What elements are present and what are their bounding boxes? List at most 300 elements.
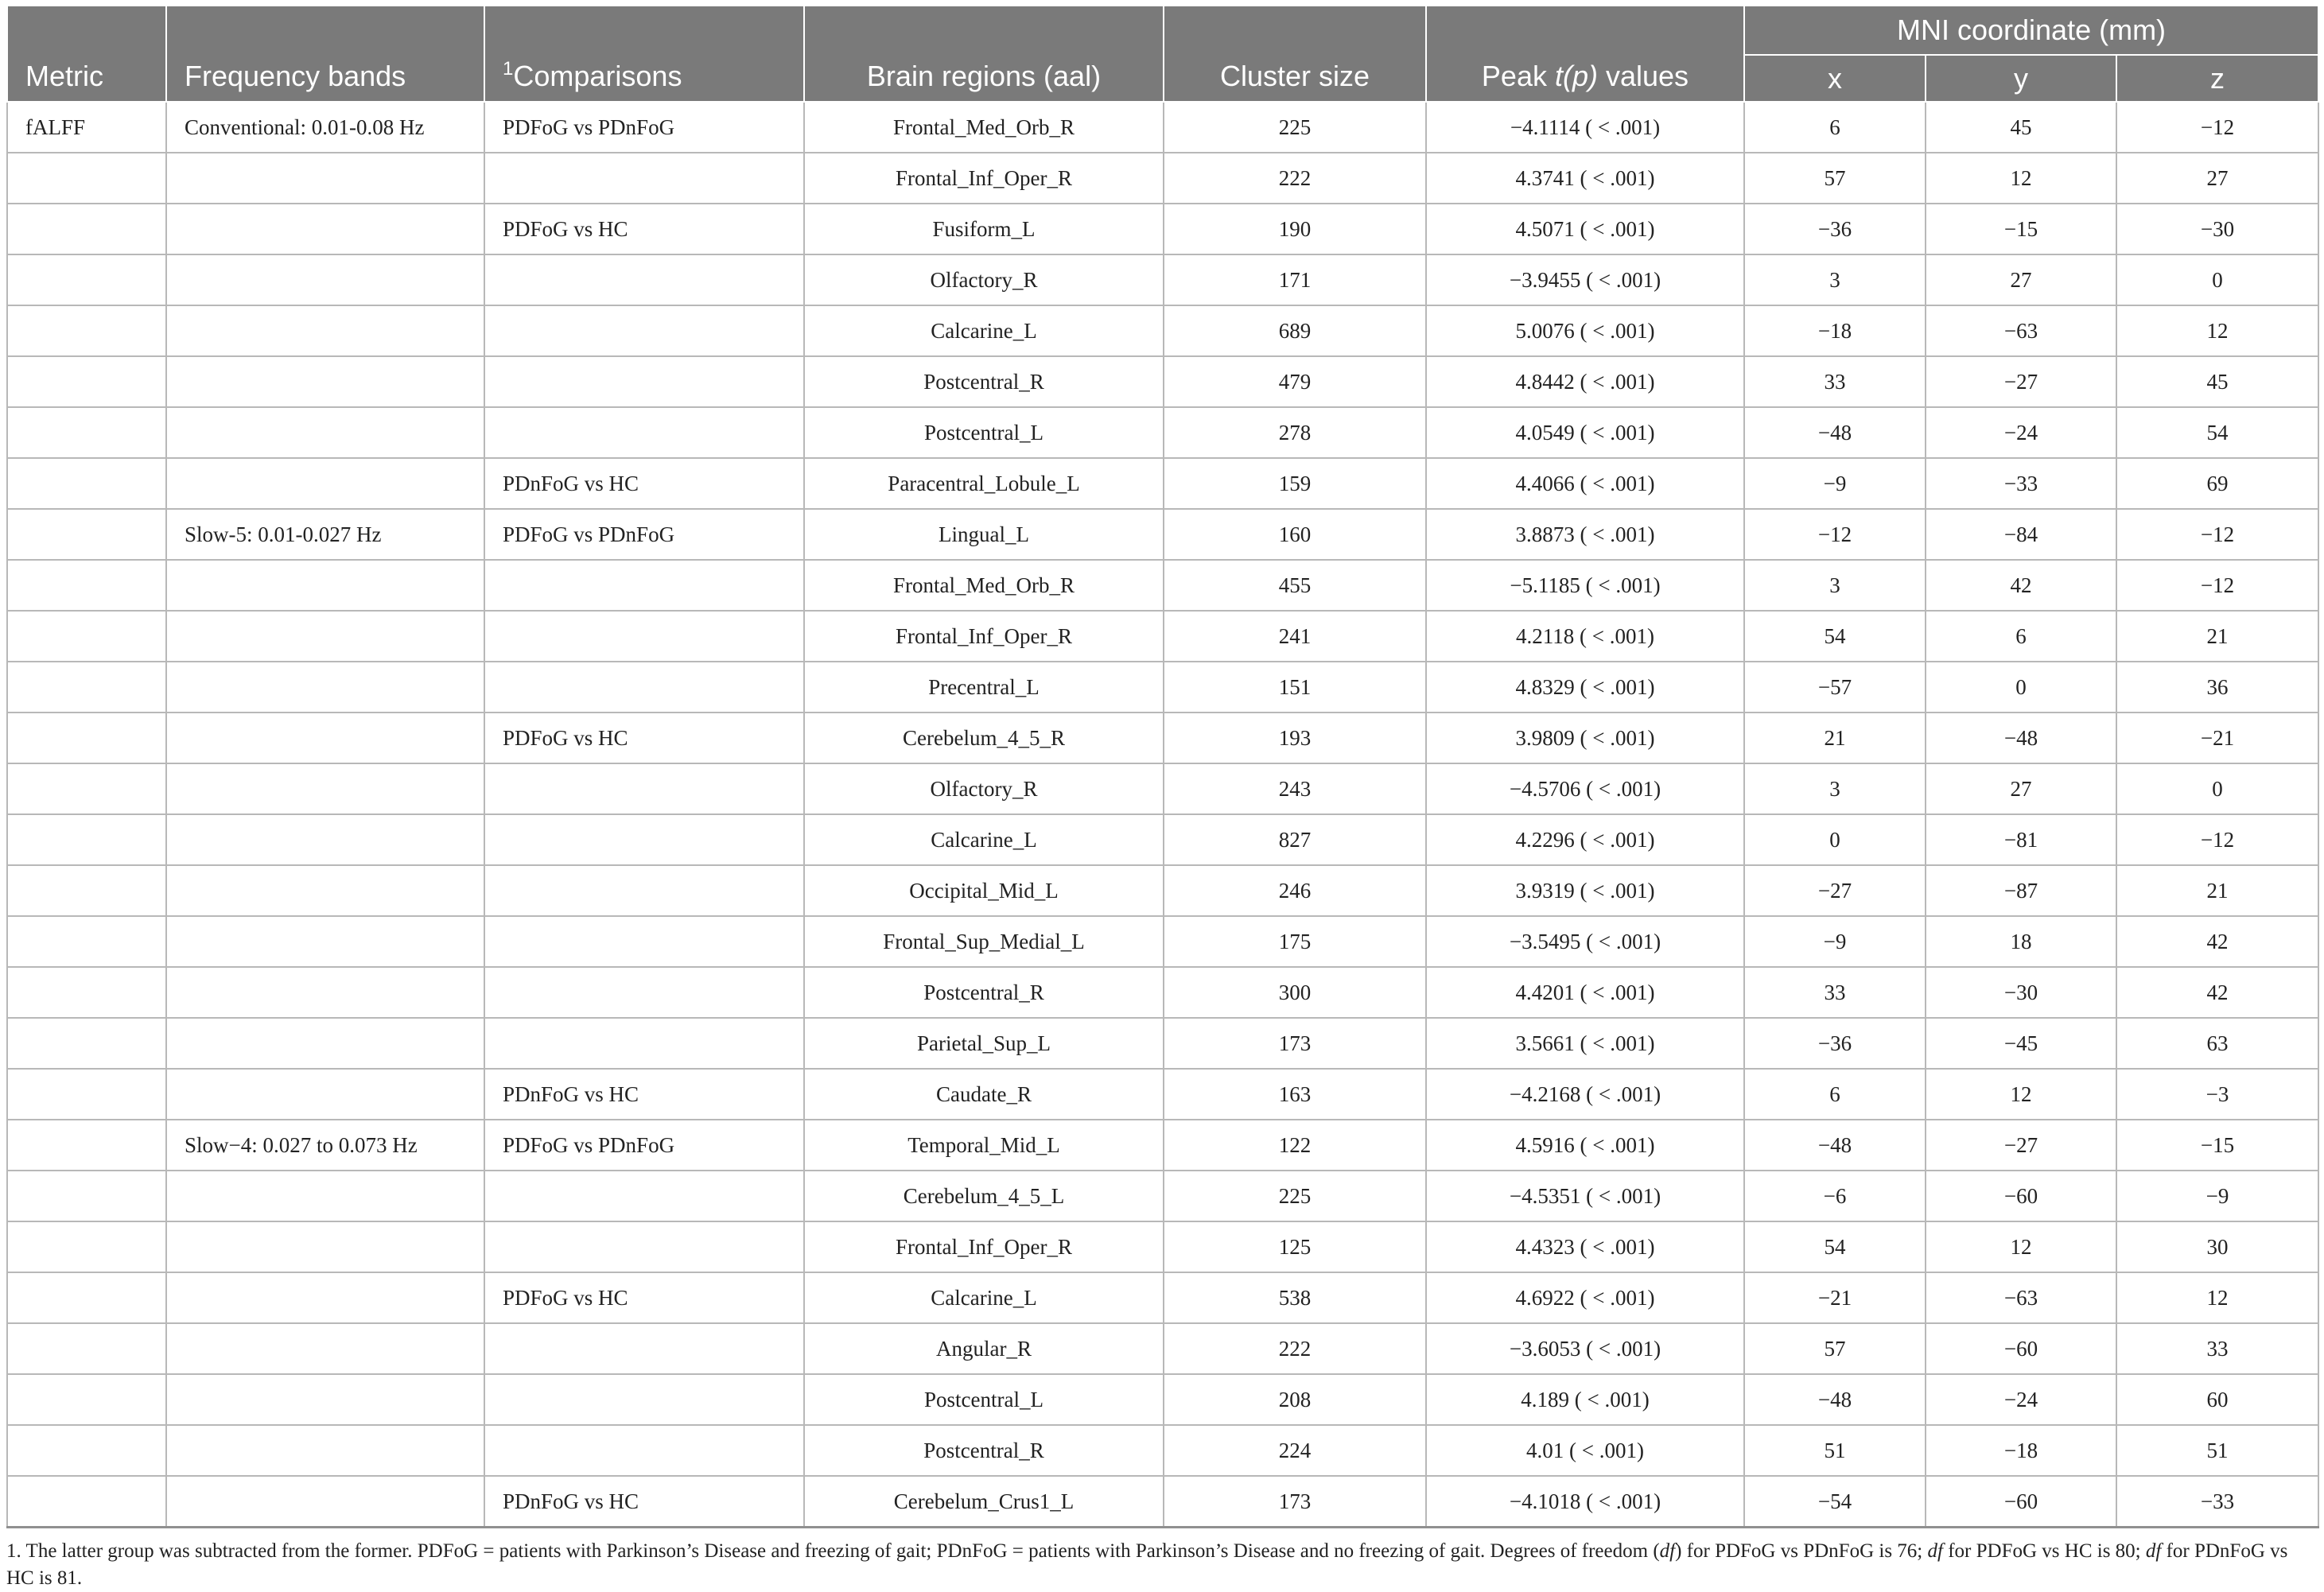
cell-brain-region: Cerebelum_Crus1_L — [804, 1476, 1164, 1528]
cell-brain-region: Lingual_L — [804, 509, 1164, 560]
cell-x: −9 — [1744, 916, 1926, 967]
cell-cluster-size: 225 — [1164, 1171, 1426, 1221]
cell-frequency-band — [166, 560, 484, 611]
cell-z: −3 — [2116, 1069, 2318, 1120]
header-mni-coordinate: MNI coordinate (mm) — [1744, 6, 2318, 55]
cell-comparison — [484, 356, 804, 407]
table-row — [7, 153, 2318, 204]
cell-metric — [7, 153, 166, 204]
cell-y: −60 — [1926, 1171, 2116, 1221]
results-table-container — [6, 5, 2318, 1592]
cell-x: −57 — [1744, 662, 1926, 713]
cell-y: −24 — [1926, 1374, 2116, 1425]
cell-frequency-band — [166, 1374, 484, 1425]
cell-frequency-band — [166, 814, 484, 865]
cell-metric — [7, 865, 166, 916]
cell-cluster-size: 224 — [1164, 1425, 1426, 1476]
cell-comparison — [484, 254, 804, 305]
cell-frequency-band — [166, 1221, 484, 1272]
cell-peak-value: 4.2296 ( < .001) — [1426, 814, 1744, 865]
cell-z: 42 — [2116, 916, 2318, 967]
cell-peak-value: 3.5661 ( < .001) — [1426, 1018, 1744, 1069]
cell-y: −15 — [1926, 204, 2116, 254]
cell-x: 54 — [1744, 611, 1926, 662]
cell-brain-region: Fusiform_L — [804, 204, 1164, 254]
cell-brain-region: Frontal_Med_Orb_R — [804, 560, 1164, 611]
cell-x: −54 — [1744, 1476, 1926, 1528]
footnote-text-3: for PDFoG vs HC is 80; — [1942, 1540, 2146, 1562]
cell-frequency-band: Slow−4: 0.027 to 0.073 Hz — [166, 1120, 484, 1171]
cell-cluster-size: 479 — [1164, 356, 1426, 407]
table-row — [7, 1069, 2318, 1120]
cell-comparison — [484, 1018, 804, 1069]
cell-peak-value: 3.8873 ( < .001) — [1426, 509, 1744, 560]
cell-frequency-band — [166, 254, 484, 305]
cell-x: −9 — [1744, 458, 1926, 509]
cell-comparison: PDFoG vs HC — [484, 713, 804, 763]
cell-cluster-size: 159 — [1164, 458, 1426, 509]
cell-z: −12 — [2116, 560, 2318, 611]
cell-peak-value: −4.5706 ( < .001) — [1426, 763, 1744, 814]
cell-comparison — [484, 916, 804, 967]
cell-y: −60 — [1926, 1323, 2116, 1374]
cell-frequency-band — [166, 763, 484, 814]
cell-frequency-band — [166, 611, 484, 662]
cell-y: −33 — [1926, 458, 2116, 509]
table-row — [7, 1221, 2318, 1272]
cell-comparison — [484, 865, 804, 916]
cell-z: 33 — [2116, 1323, 2318, 1374]
cell-comparison — [484, 407, 804, 458]
cell-peak-value: 4.4066 ( < .001) — [1426, 458, 1744, 509]
cell-metric — [7, 356, 166, 407]
cell-cluster-size: 175 — [1164, 916, 1426, 967]
cell-z: 27 — [2116, 153, 2318, 204]
cell-peak-value: 4.189 ( < .001) — [1426, 1374, 1744, 1425]
table-row — [7, 1476, 2318, 1528]
cell-x: −18 — [1744, 305, 1926, 356]
cell-peak-value: 4.5916 ( < .001) — [1426, 1120, 1744, 1171]
cell-y: −27 — [1926, 1120, 2116, 1171]
table-row — [7, 916, 2318, 967]
table-row — [7, 509, 2318, 560]
table-row — [7, 865, 2318, 916]
cell-frequency-band — [166, 458, 484, 509]
cell-brain-region: Angular_R — [804, 1323, 1164, 1374]
cell-metric — [7, 611, 166, 662]
cell-peak-value: 4.8442 ( < .001) — [1426, 356, 1744, 407]
cell-z: −15 — [2116, 1120, 2318, 1171]
table-footnote — [6, 1538, 2318, 1592]
header-y: y — [1926, 55, 2116, 102]
cell-frequency-band — [166, 1018, 484, 1069]
cell-metric — [7, 916, 166, 967]
cell-y: −84 — [1926, 509, 2116, 560]
header-frequency-bands: Frequency bands — [166, 6, 484, 102]
cell-y: 12 — [1926, 153, 2116, 204]
cell-metric — [7, 763, 166, 814]
cell-z: −12 — [2116, 102, 2318, 153]
cell-metric — [7, 1272, 166, 1323]
cell-peak-value: −3.9455 ( < .001) — [1426, 254, 1744, 305]
table-row — [7, 967, 2318, 1018]
cell-x: −48 — [1744, 407, 1926, 458]
table-row — [7, 763, 2318, 814]
cell-y: −24 — [1926, 407, 2116, 458]
header-comparisons-label: Comparisons — [513, 60, 682, 92]
table-row — [7, 713, 2318, 763]
cell-peak-value: 4.0549 ( < .001) — [1426, 407, 1744, 458]
cell-cluster-size: 455 — [1164, 560, 1426, 611]
cell-y: −60 — [1926, 1476, 2116, 1528]
cell-metric — [7, 1221, 166, 1272]
cell-frequency-band — [166, 305, 484, 356]
cell-cluster-size: 225 — [1164, 102, 1426, 153]
cell-cluster-size: 125 — [1164, 1221, 1426, 1272]
cell-cluster-size: 241 — [1164, 611, 1426, 662]
cell-z: 12 — [2116, 305, 2318, 356]
cell-metric — [7, 1018, 166, 1069]
cell-brain-region: Calcarine_L — [804, 1272, 1164, 1323]
table-row — [7, 611, 2318, 662]
cell-peak-value: −5.1185 ( < .001) — [1426, 560, 1744, 611]
cell-y: 42 — [1926, 560, 2116, 611]
cell-y: −63 — [1926, 305, 2116, 356]
table-row — [7, 356, 2318, 407]
cell-metric — [7, 662, 166, 713]
cell-cluster-size: 538 — [1164, 1272, 1426, 1323]
cell-brain-region: Cerebelum_4_5_R — [804, 713, 1164, 763]
cell-comparison — [484, 1323, 804, 1374]
header-metric: Metric — [7, 6, 166, 102]
cell-metric — [7, 1069, 166, 1120]
table-row — [7, 458, 2318, 509]
table-row — [7, 662, 2318, 713]
table-row — [7, 305, 2318, 356]
cell-x: 0 — [1744, 814, 1926, 865]
cell-frequency-band — [166, 153, 484, 204]
cell-x: 57 — [1744, 153, 1926, 204]
cell-comparison: PDnFoG vs HC — [484, 1476, 804, 1528]
cell-z: 36 — [2116, 662, 2318, 713]
cell-x: 33 — [1744, 356, 1926, 407]
cell-y: −18 — [1926, 1425, 2116, 1476]
cell-z: 0 — [2116, 763, 2318, 814]
cell-peak-value: −4.1018 ( < .001) — [1426, 1476, 1744, 1528]
table-row — [7, 204, 2318, 254]
cell-brain-region: Frontal_Med_Orb_R — [804, 102, 1164, 153]
cell-x: −6 — [1744, 1171, 1926, 1221]
cell-metric — [7, 560, 166, 611]
cell-y: 45 — [1926, 102, 2116, 153]
cell-comparison — [484, 1425, 804, 1476]
cell-brain-region: Postcentral_R — [804, 967, 1164, 1018]
cell-brain-region: Postcentral_L — [804, 1374, 1164, 1425]
cell-brain-region: Frontal_Sup_Medial_L — [804, 916, 1164, 967]
cell-brain-region: Precentral_L — [804, 662, 1164, 713]
table-row — [7, 1272, 2318, 1323]
cell-x: −36 — [1744, 204, 1926, 254]
cell-brain-region: Occipital_Mid_L — [804, 865, 1164, 916]
cell-brain-region: Frontal_Inf_Oper_R — [804, 1221, 1164, 1272]
header-cluster-size: Cluster size — [1164, 6, 1426, 102]
cell-x: 51 — [1744, 1425, 1926, 1476]
cell-brain-region: Postcentral_R — [804, 1425, 1164, 1476]
cell-peak-value: −3.5495 ( < .001) — [1426, 916, 1744, 967]
cell-z: 30 — [2116, 1221, 2318, 1272]
cell-frequency-band — [166, 1272, 484, 1323]
cell-peak-value: −4.5351 ( < .001) — [1426, 1171, 1744, 1221]
results-table — [6, 5, 2319, 1528]
cell-peak-value: −3.6053 ( < .001) — [1426, 1323, 1744, 1374]
cell-brain-region: Frontal_Inf_Oper_R — [804, 153, 1164, 204]
cell-brain-region: Frontal_Inf_Oper_R — [804, 611, 1164, 662]
footnote-text-1: 1. The latter group was subtracted from the former. PDFoG = patients with Parkinson’s Disease and freezing of gait; PDnFoG = patients with Parkinson’s Disease and no freezing of gait. Degrees of freedom ( — [6, 1540, 1660, 1562]
cell-peak-value: 4.4323 ( < .001) — [1426, 1221, 1744, 1272]
cell-cluster-size: 300 — [1164, 967, 1426, 1018]
cell-frequency-band — [166, 407, 484, 458]
cell-brain-region: Postcentral_R — [804, 356, 1164, 407]
table-row — [7, 254, 2318, 305]
cell-brain-region: Olfactory_R — [804, 254, 1164, 305]
cell-cluster-size: 278 — [1164, 407, 1426, 458]
cell-metric — [7, 509, 166, 560]
cell-z: 21 — [2116, 865, 2318, 916]
cell-x: −12 — [1744, 509, 1926, 560]
header-brain-regions: Brain regions (aal) — [804, 6, 1164, 102]
peak-suffix: values — [1597, 60, 1689, 92]
cell-comparison — [484, 1171, 804, 1221]
table-row — [7, 1120, 2318, 1171]
cell-cluster-size: 246 — [1164, 865, 1426, 916]
cell-comparison: PDnFoG vs HC — [484, 458, 804, 509]
footnote-df-2: df — [1927, 1540, 1943, 1562]
cell-y: 12 — [1926, 1221, 2116, 1272]
cell-peak-value: −4.1114 ( < .001) — [1426, 102, 1744, 153]
cell-metric — [7, 204, 166, 254]
cell-frequency-band: Slow-5: 0.01-0.027 Hz — [166, 509, 484, 560]
cell-cluster-size: 222 — [1164, 153, 1426, 204]
cell-z: −12 — [2116, 814, 2318, 865]
cell-frequency-band — [166, 1425, 484, 1476]
cell-frequency-band — [166, 356, 484, 407]
cell-y: 27 — [1926, 254, 2116, 305]
cell-z: 60 — [2116, 1374, 2318, 1425]
cell-comparison — [484, 967, 804, 1018]
cell-z: 45 — [2116, 356, 2318, 407]
cell-z: 21 — [2116, 611, 2318, 662]
cell-comparison — [484, 662, 804, 713]
cell-z: −21 — [2116, 713, 2318, 763]
cell-y: 18 — [1926, 916, 2116, 967]
cell-y: −27 — [1926, 356, 2116, 407]
cell-cluster-size: 190 — [1164, 204, 1426, 254]
cell-y: −87 — [1926, 865, 2116, 916]
cell-comparison: PDFoG vs PDnFoG — [484, 509, 804, 560]
peak-italic: t(p) — [1554, 60, 1598, 92]
cell-peak-value: 4.4201 ( < .001) — [1426, 967, 1744, 1018]
cell-frequency-band: Conventional: 0.01-0.08 Hz — [166, 102, 484, 153]
cell-frequency-band — [166, 1171, 484, 1221]
cell-x: −36 — [1744, 1018, 1926, 1069]
cell-brain-region: Calcarine_L — [804, 814, 1164, 865]
cell-z: 0 — [2116, 254, 2318, 305]
header-z: z — [2116, 55, 2318, 102]
cell-comparison — [484, 814, 804, 865]
cell-brain-region: Parietal_Sup_L — [804, 1018, 1164, 1069]
cell-cluster-size: 173 — [1164, 1476, 1426, 1528]
cell-peak-value: 4.6922 ( < .001) — [1426, 1272, 1744, 1323]
cell-metric — [7, 254, 166, 305]
table-row — [7, 1425, 2318, 1476]
cell-cluster-size: 160 — [1164, 509, 1426, 560]
cell-comparison: PDFoG vs HC — [484, 204, 804, 254]
cell-cluster-size: 222 — [1164, 1323, 1426, 1374]
footnote-text-4: for PDnFoG vs HC is 81. — [6, 1540, 2288, 1589]
cell-brain-region: Cerebelum_4_5_L — [804, 1171, 1164, 1221]
cell-cluster-size: 689 — [1164, 305, 1426, 356]
cell-x: 3 — [1744, 763, 1926, 814]
cell-brain-region: Caudate_R — [804, 1069, 1164, 1120]
cell-x: 33 — [1744, 967, 1926, 1018]
cell-comparison — [484, 153, 804, 204]
cell-x: −21 — [1744, 1272, 1926, 1323]
cell-cluster-size: 243 — [1164, 763, 1426, 814]
cell-x: −27 — [1744, 865, 1926, 916]
cell-metric — [7, 1120, 166, 1171]
cell-cluster-size: 171 — [1164, 254, 1426, 305]
cell-z: −12 — [2116, 509, 2318, 560]
table-row — [7, 102, 2318, 153]
cell-y: 27 — [1926, 763, 2116, 814]
table-row — [7, 407, 2318, 458]
cell-peak-value: 4.01 ( < .001) — [1426, 1425, 1744, 1476]
cell-y: 12 — [1926, 1069, 2116, 1120]
cell-cluster-size: 208 — [1164, 1374, 1426, 1425]
cell-peak-value: 4.3741 ( < .001) — [1426, 153, 1744, 204]
cell-metric — [7, 1425, 166, 1476]
table-row — [7, 1018, 2318, 1069]
cell-brain-region: Temporal_Mid_L — [804, 1120, 1164, 1171]
cell-cluster-size: 173 — [1164, 1018, 1426, 1069]
cell-frequency-band — [166, 1323, 484, 1374]
table-header — [7, 6, 2318, 102]
table-row — [7, 1374, 2318, 1425]
cell-comparison: PDFoG vs HC — [484, 1272, 804, 1323]
cell-frequency-band — [166, 967, 484, 1018]
cell-frequency-band — [166, 1069, 484, 1120]
cell-comparison: PDFoG vs PDnFoG — [484, 102, 804, 153]
footnote-text-2: ) for PDFoG vs PDnFoG is 76; — [1675, 1540, 1928, 1562]
cell-frequency-band — [166, 865, 484, 916]
cell-y: −81 — [1926, 814, 2116, 865]
footnote-df-1: df — [1659, 1540, 1676, 1562]
cell-metric: fALFF — [7, 102, 166, 153]
cell-cluster-size: 193 — [1164, 713, 1426, 763]
footnote-df-3: df — [2145, 1540, 2162, 1562]
cell-y: 0 — [1926, 662, 2116, 713]
cell-comparison — [484, 1374, 804, 1425]
cell-comparison: PDnFoG vs HC — [484, 1069, 804, 1120]
cell-peak-value: 4.8329 ( < .001) — [1426, 662, 1744, 713]
cell-brain-region: Calcarine_L — [804, 305, 1164, 356]
cell-comparison — [484, 305, 804, 356]
cell-x: −48 — [1744, 1374, 1926, 1425]
cell-z: 69 — [2116, 458, 2318, 509]
cell-metric — [7, 1476, 166, 1528]
cell-metric — [7, 458, 166, 509]
cell-metric — [7, 713, 166, 763]
cell-comparison — [484, 763, 804, 814]
cell-metric — [7, 1323, 166, 1374]
cell-x: 6 — [1744, 102, 1926, 153]
cell-peak-value: −4.2168 ( < .001) — [1426, 1069, 1744, 1120]
cell-metric — [7, 967, 166, 1018]
cell-frequency-band — [166, 204, 484, 254]
cell-frequency-band — [166, 662, 484, 713]
cell-x: 6 — [1744, 1069, 1926, 1120]
table-row — [7, 814, 2318, 865]
cell-comparison: PDFoG vs PDnFoG — [484, 1120, 804, 1171]
cell-frequency-band — [166, 713, 484, 763]
cell-metric — [7, 407, 166, 458]
table-body — [7, 102, 2318, 1528]
cell-comparison — [484, 611, 804, 662]
cell-brain-region: Postcentral_L — [804, 407, 1164, 458]
cell-z: 51 — [2116, 1425, 2318, 1476]
cell-cluster-size: 163 — [1164, 1069, 1426, 1120]
table-row — [7, 560, 2318, 611]
cell-metric — [7, 814, 166, 865]
cell-y: −63 — [1926, 1272, 2116, 1323]
cell-cluster-size: 122 — [1164, 1120, 1426, 1171]
cell-frequency-band — [166, 916, 484, 967]
header-peak-values — [1426, 6, 1744, 102]
cell-x: 57 — [1744, 1323, 1926, 1374]
cell-y: −45 — [1926, 1018, 2116, 1069]
cell-peak-value: 3.9809 ( < .001) — [1426, 713, 1744, 763]
cell-y: −30 — [1926, 967, 2116, 1018]
cell-peak-value: 3.9319 ( < .001) — [1426, 865, 1744, 916]
cell-cluster-size: 151 — [1164, 662, 1426, 713]
cell-x: 21 — [1744, 713, 1926, 763]
cell-z: 63 — [2116, 1018, 2318, 1069]
table-row — [7, 1171, 2318, 1221]
cell-frequency-band — [166, 1476, 484, 1528]
cell-comparison — [484, 560, 804, 611]
comparisons-footnote-mark: 1 — [503, 58, 514, 80]
table-row — [7, 1323, 2318, 1374]
cell-peak-value: 5.0076 ( < .001) — [1426, 305, 1744, 356]
cell-y: 6 — [1926, 611, 2116, 662]
cell-cluster-size: 827 — [1164, 814, 1426, 865]
cell-z: 54 — [2116, 407, 2318, 458]
cell-brain-region: Paracentral_Lobule_L — [804, 458, 1164, 509]
cell-z: 12 — [2116, 1272, 2318, 1323]
cell-y: −48 — [1926, 713, 2116, 763]
header-comparisons — [484, 6, 804, 102]
cell-z: −30 — [2116, 204, 2318, 254]
cell-comparison — [484, 1221, 804, 1272]
cell-z: −33 — [2116, 1476, 2318, 1528]
cell-brain-region: Olfactory_R — [804, 763, 1164, 814]
peak-prefix: Peak — [1481, 60, 1555, 92]
header-x: x — [1744, 55, 1926, 102]
cell-peak-value: 4.5071 ( < .001) — [1426, 204, 1744, 254]
cell-x: 3 — [1744, 560, 1926, 611]
cell-x: −48 — [1744, 1120, 1926, 1171]
cell-z: 42 — [2116, 967, 2318, 1018]
